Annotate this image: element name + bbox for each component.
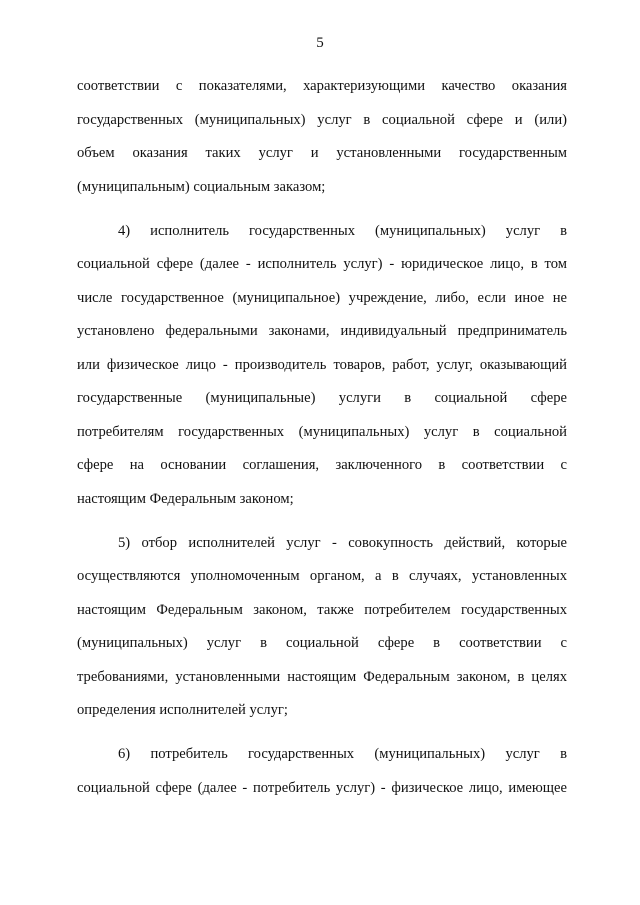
- text-line: сфере на основании соглашения, заключенного в соответствии с: [77, 457, 567, 473]
- text-line: социальной сфере (далее - потребитель услуг) - физическое лицо, имеющее: [77, 779, 567, 796]
- text-line: требованиями, установленными настоящим Федеральным законом, в целях: [77, 668, 567, 685]
- text-line: или физическое лицо - производитель товаров, работ, услуг, оказывающий: [77, 356, 567, 373]
- text-line: объем оказания таких услуг и установленными государственным: [77, 145, 567, 161]
- text-line: установлено федеральными законами, индивидуальный предприниматель: [77, 323, 567, 339]
- paragraph-item-5: [77, 527, 567, 728]
- page-number: 5: [316, 35, 324, 51]
- text-line: 6) потребитель государственных (муниципальных) услуг в: [118, 746, 567, 762]
- paragraph-item-4: [77, 215, 567, 517]
- text-line: потребителям государственных (муниципальных) услуг в социальной: [77, 423, 567, 440]
- text-line: государственных (муниципальных) услуг в социальной сфере и (или): [77, 111, 567, 128]
- text-line: государственные (муниципальные) услуги в социальной сфере: [77, 390, 567, 406]
- text-line: (муниципальных) услуг в социальной сфере в соответствии с: [77, 635, 567, 651]
- text-line: числе государственное (муниципальное) учреждение, либо, если иное не: [77, 289, 567, 306]
- text-line: настоящим Федеральным законом;: [77, 490, 294, 507]
- text-line: 5) отбор исполнителей услуг - совокупность действий, которые: [118, 534, 567, 551]
- paragraph-continuation: [77, 70, 567, 204]
- text-line: (муниципальным) социальным заказом;: [77, 178, 326, 195]
- text-line: настоящим Федеральным законом, также потребителем государственных: [77, 601, 567, 618]
- text-line: соответствии с показателями, характеризующими качество оказания: [77, 78, 567, 94]
- text-line: социальной сфере (далее - исполнитель услуг) - юридическое лицо, в том: [77, 256, 567, 272]
- text-line: определения исполнителей услуг;: [77, 702, 288, 718]
- document-body: [77, 70, 567, 805]
- paragraph-item-6: [77, 738, 567, 805]
- text-line: 4) исполнитель государственных (муниципальных) услуг в: [118, 222, 567, 239]
- text-line: осуществляются уполномоченным органом, а в случаях, установленных: [77, 568, 567, 584]
